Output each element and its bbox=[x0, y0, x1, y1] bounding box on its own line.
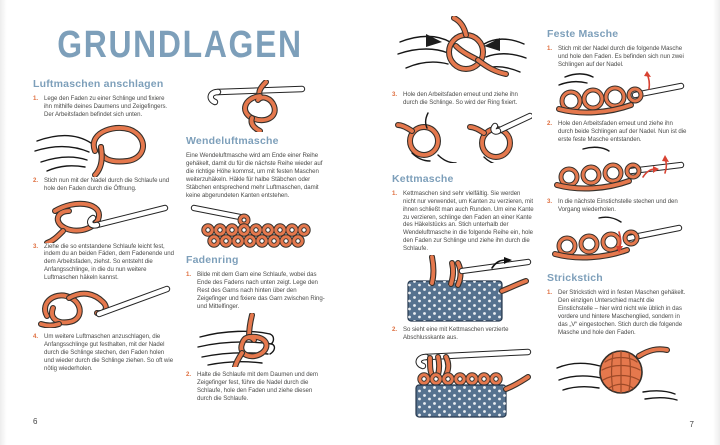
step-text: Um weitere Luftmaschen anzuschlagen, die Anfangsschlinge gut festhalten, mit der Nadel durch die Schlinge stechen, den Faden holen und wieder durch die Schlinge ziehen. So oft wie nötig wiederholen. bbox=[44, 333, 174, 372]
step bbox=[547, 198, 689, 214]
step-number: 1. bbox=[392, 189, 398, 197]
step-text: In die nächste Einstichstelle stechen und den Vorgang wiederholen. bbox=[558, 198, 678, 214]
step-number: 3. bbox=[547, 198, 553, 206]
illustration-slip-stitch-finished-edge bbox=[392, 345, 532, 421]
column-kettmasche bbox=[392, 16, 534, 421]
page-title: GRUNDLAGEN bbox=[57, 24, 303, 66]
illustration-magic-ring-hands bbox=[396, 16, 528, 88]
illustration-single-crochet-step2 bbox=[547, 145, 687, 195]
step-number: 2. bbox=[33, 176, 39, 184]
step bbox=[33, 95, 174, 119]
page-number-right: 7 bbox=[689, 420, 694, 429]
step-text: Halte die Schlaufe mit dem Daumen und dem Zeigefinger fest, führe die Nadel durch die Schlaufe, hole den Faden und ziehe diesen durch die Schlaufe. bbox=[197, 370, 318, 402]
step bbox=[547, 289, 689, 336]
illustration-yarn-loop-on-fingers bbox=[192, 313, 312, 367]
step-text: Kettmaschen sind sehr vielfältig. Sie werden nicht nur verwendet, um Kanten zu verzieren, mit ihnen schließt man auch Runden. Um eine Kante zu verzieren, schlinge den Faden an einer Kante des Häkelstücks an. Stich unterhalb der Wendeluftmasche in die folgende Reihe ein, hole den Faden zur Schlinge und ziehe ihn durch die Schlaufe. bbox=[403, 189, 534, 253]
step-number: 2. bbox=[186, 370, 192, 378]
step bbox=[547, 45, 689, 69]
step-number: 1. bbox=[33, 95, 39, 102]
step-number: 1. bbox=[547, 45, 553, 52]
illustration-single-crochet-step1 bbox=[547, 71, 687, 117]
illustration-hook-through-loop bbox=[33, 195, 173, 243]
column-luftmaschen bbox=[33, 78, 174, 375]
step-text: Der Strickstich wird in festen Maschen gehäkelt. Den einzigen Unterschied macht die Einstichstelle – hier wird nicht wie üblich in das vordere und hintere Maschenglied, sondern in das „V“ eingestochen. Stich durch die folgende Masche und hole den Faden. bbox=[558, 289, 686, 336]
step bbox=[33, 243, 174, 283]
step-number: 4. bbox=[33, 333, 39, 341]
step-number: 3. bbox=[392, 91, 398, 98]
page-edge-right bbox=[713, 0, 720, 445]
step bbox=[33, 177, 174, 193]
step bbox=[186, 371, 328, 403]
step-number: 3. bbox=[33, 242, 39, 250]
step-text: Hole den Arbeitsfaden erneut und ziehe ihn durch die Schlinge. So wird der Ring fixiert. bbox=[403, 91, 518, 106]
illustration-chain-stitch-on-hook bbox=[202, 80, 306, 132]
section-heading-kettmasche: Kettmasche bbox=[392, 172, 454, 185]
step bbox=[33, 333, 174, 373]
illustration-slip-knot-on-hook bbox=[33, 284, 173, 328]
column-wendeluftmasche bbox=[186, 80, 328, 405]
illustration-turning-chain-row bbox=[186, 204, 318, 250]
section-heading-luftmaschen: Luftmaschen anschlagen bbox=[33, 78, 164, 90]
step bbox=[547, 120, 689, 144]
step-text: Stich nun mit der Nadel durch die Schlaufe und hole den Faden durch die Öffnung. bbox=[44, 176, 170, 192]
step bbox=[186, 271, 328, 311]
illustration-slip-stitch-edge-hook bbox=[392, 255, 532, 323]
section-heading-strickstich: Strickstich bbox=[547, 272, 603, 285]
section-heading-wendeluftmasche: Wendeluftmasche bbox=[186, 135, 279, 147]
illustration-loop-on-hand bbox=[33, 121, 173, 177]
section-heading-fadenring: Fadenring bbox=[186, 254, 239, 267]
step-number: 1. bbox=[186, 271, 192, 279]
step-number: 2. bbox=[547, 119, 553, 127]
illustration-magic-ring-with-hook-pair bbox=[392, 109, 532, 163]
step-text: Lege den Faden zu einer Schlinge und fixiere ihn mithilfe deines Daumens und Zeigefingers. Der Arbeitsfaden befindet sich unten. bbox=[44, 95, 168, 118]
step-text: So sieht eine mit Kettmaschen verzierte Abschlusskante aus. bbox=[403, 326, 509, 341]
illustration-single-crochet-step3 bbox=[547, 216, 687, 262]
step bbox=[392, 326, 534, 342]
section-body: Eine Wendeluftmasche wird am Ende einer Reihe gehäkelt, damit du für die nächste Reihe wieder auf die richtige Höhe kommst, um mit festen Maschen weiterzuhäkeln. Häkle für halbe Stäbchen oder Stäbchen entsprechend mehr Luftmaschen, damit keine abgerundeten Kanten entstehen. bbox=[186, 152, 323, 199]
step-text: Hole den Arbeitsfaden erneut und ziehe ihn durch beide Schlingen auf der Nadel. Nun ist die erste feste Masche entstanden. bbox=[558, 119, 687, 143]
page-edge-left bbox=[0, 0, 7, 445]
step-text: Stich mit der Nadel durch die folgende Masche und hole den Faden. Es befinden sich nun zwei Schlingen auf der Nadel. bbox=[558, 45, 684, 68]
column-feste-masche bbox=[547, 28, 689, 402]
step-number: 1. bbox=[547, 289, 553, 297]
step bbox=[392, 91, 534, 107]
step bbox=[392, 190, 534, 253]
section-heading-feste-masche: Feste Masche bbox=[547, 28, 619, 40]
illustration-knit-stitch-round bbox=[555, 340, 683, 402]
step-text: Bilde mit dem Garn eine Schlaufe, wobei das Ende des Fadens nach unten zeigt. Lege den Rest des Garns nach hinten über den Zeigefinger und fixiere das Garn zwischen Ring- und Mittelfinger. bbox=[197, 271, 325, 311]
step-text: Ziehe die so entstandene Schlaufe leicht fest, indem du an beiden Fäden, dem Fadenende und dem Arbeitsfaden, ziehst. So entsteht die Anfangsschlinge, in die du nun weitere Luftmaschen häkeln kannst. bbox=[44, 242, 174, 282]
page-number-left: 6 bbox=[33, 417, 38, 426]
step-number: 2. bbox=[392, 326, 398, 334]
